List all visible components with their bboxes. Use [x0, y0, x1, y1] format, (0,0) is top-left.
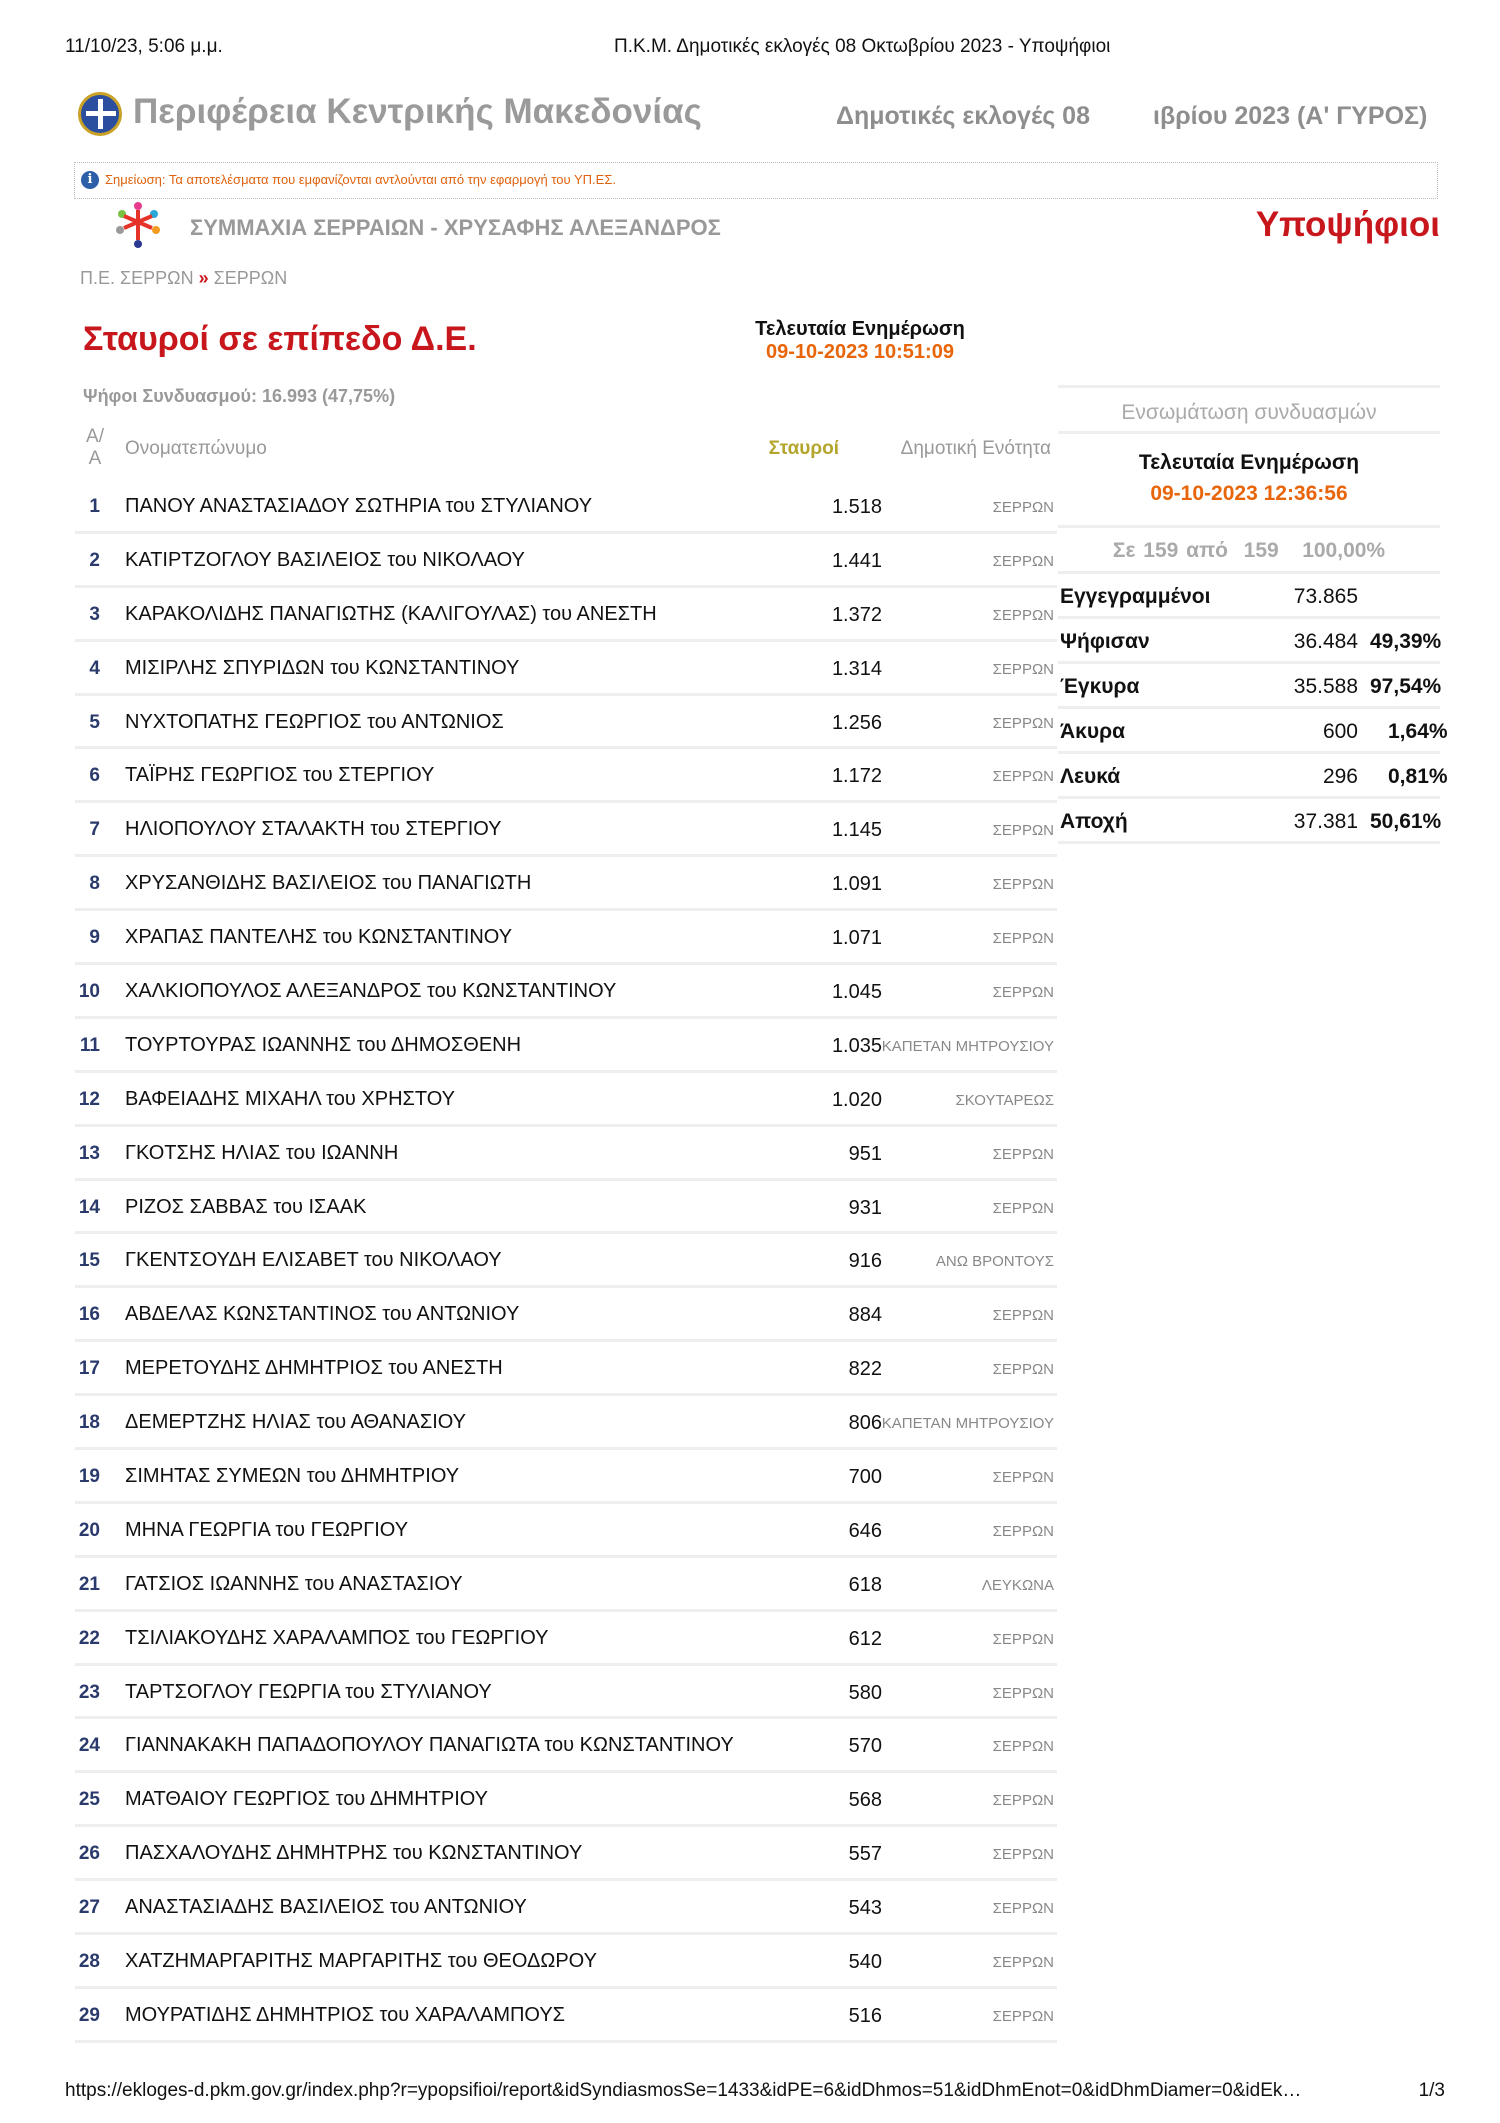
candidate-region: ΣΕΡΡΩΝ	[992, 1361, 1054, 1379]
table-row	[75, 534, 1057, 588]
candidate-region: ΣΕΡΡΩΝ	[992, 1145, 1054, 1163]
table-row	[75, 480, 1057, 534]
stat-percent: 50,61%	[1370, 810, 1442, 833]
table-row	[75, 1719, 1057, 1773]
candidate-votes: 570	[848, 1735, 882, 1758]
table-row	[75, 1019, 1057, 1073]
stat-row	[1058, 574, 1440, 619]
table-row	[75, 1558, 1057, 1612]
header-votes[interactable]: Σταυροί	[768, 438, 839, 459]
candidate-name: ΡΙΖΟΣ ΣΑΒΒΑΣ του ΙΣΑΑΚ	[125, 1195, 367, 1218]
candidate-name: ΜΕΡΕΤΟΥΔΗΣ ΔΗΜΗΤΡΙΟΣ του ΑΝΕΣΤΗ	[125, 1357, 503, 1380]
candidate-region: ΣΕΡΡΩΝ	[992, 1469, 1054, 1487]
table-row	[75, 1881, 1057, 1935]
row-number: 14	[78, 1196, 100, 1218]
stat-percent: 97,54%	[1370, 675, 1442, 698]
row-number: 7	[89, 819, 100, 841]
row-number: 13	[78, 1142, 100, 1164]
stat-label: Εγγεγραμμένοι	[1060, 585, 1211, 608]
table-row	[75, 1773, 1057, 1827]
stat-value: 37.381	[1293, 810, 1358, 833]
row-number: 5	[89, 711, 100, 733]
candidate-name: ΚΑΡΑΚΟΛΙΔΗΣ ΠΑΝΑΓΙΩΤΗΣ (ΚΑΛΙΓΟΥΛΑΣ) του ΑΝΕΣΤΗ	[125, 602, 657, 625]
candidate-name: ΔΕΜΕΡΤΖΗΣ ΗΛΙΑΣ του ΑΘΑΝΑΣΙΟΥ	[125, 1411, 466, 1434]
candidate-region: ΣΕΡΡΩΝ	[992, 768, 1054, 786]
header-name[interactable]: Ονοματεπώνυμο	[125, 438, 267, 459]
candidate-votes: 540	[848, 1951, 882, 1974]
candidate-votes: 1.145	[831, 819, 882, 842]
row-number: 23	[78, 1681, 100, 1703]
candidate-name: ΒΑΦΕΙΑΔΗΣ ΜΙΧΑΗΛ του ΧΡΗΣΤΟΥ	[125, 1087, 455, 1110]
table-row	[75, 857, 1057, 911]
candidate-name: ΜΙΣΙΡΛΗΣ ΣΠΥΡΙΔΩΝ του ΚΩΝΣΤΑΝΤΙΝΟΥ	[125, 656, 520, 679]
row-number: 1	[89, 496, 100, 517]
breadcrumb-separator: »	[198, 268, 209, 288]
print-datetime: 11/10/23, 5:06 μ.μ.	[65, 36, 223, 57]
table-row	[75, 1989, 1057, 2043]
candidate-votes: 1.372	[831, 603, 882, 626]
candidate-region: ΑΝΩ ΒΡΟΝΤΟΥΣ	[935, 1253, 1054, 1271]
candidate-votes: 951	[848, 1142, 882, 1165]
candidate-votes: 916	[848, 1250, 882, 1273]
candidate-region: ΣΕΡΡΩΝ	[992, 1792, 1054, 1810]
row-number: 2	[89, 549, 100, 571]
last-update	[740, 318, 980, 364]
candidate-region: ΣΕΡΡΩΝ	[992, 606, 1054, 624]
table-row	[75, 1935, 1057, 1989]
region-emblem-logo	[78, 92, 122, 136]
row-number: 28	[78, 1951, 100, 1973]
panel-header: Ενσωμάτωση συνδυασμών	[1058, 385, 1440, 434]
candidate-name: ΚΑΤΙΡΤΖΟΓΛΟΥ ΒΑΣΙΛΕΙΟΣ του ΝΙΚΟΛΑΟΥ	[125, 548, 525, 571]
candidate-name: ΣΙΜΗΤΑΣ ΣΥΜΕΩΝ του ΔΗΜΗΤΡΙΟΥ	[125, 1465, 460, 1488]
table-row	[75, 588, 1057, 642]
print-page-title: Π.Κ.Μ. Δημοτικές εκλογές 08 Οκτωβρίου 2023 - Υποψήφιοι	[614, 36, 1111, 57]
candidate-votes: 543	[848, 1897, 882, 1920]
candidate-region: ΣΕΡΡΩΝ	[992, 1307, 1054, 1325]
row-number: 18	[78, 1412, 100, 1434]
table-row	[75, 696, 1057, 750]
candidates-table	[75, 420, 1057, 2043]
candidate-name: ΠΑΣΧΑΛΟΥΔΗΣ ΔΗΜΗΤΡΗΣ του ΚΩΝΣΤΑΝΤΙΝΟΥ	[125, 1842, 583, 1865]
row-number: 16	[78, 1304, 100, 1326]
candidate-name: ΓΚΕΝΤΣΟΥΔΗ ΕΛΙΣΑΒΕΤ του ΝΙΚΟΛΑΟΥ	[125, 1249, 502, 1272]
last-update-label: Τελευταία Ενημέρωση	[755, 318, 965, 340]
candidate-region: ΣΕΡΡΩΝ	[992, 876, 1054, 894]
row-number: 9	[89, 927, 100, 949]
stat-row	[1058, 619, 1440, 664]
candidate-region: ΣΕΡΡΩΝ	[992, 930, 1054, 948]
row-number: 20	[78, 1519, 100, 1541]
stat-percent: 49,39%	[1370, 630, 1442, 653]
candidate-region: ΣΕΡΡΩΝ	[992, 499, 1054, 516]
candidate-name: ΧΑΛΚΙΟΠΟΥΛΟΣ ΑΛΕΞΑΝΔΡΟΣ του ΚΩΝΣΤΑΝΤΙΝΟΥ	[125, 980, 617, 1003]
candidate-region: ΣΕΡΡΩΝ	[992, 1954, 1054, 1972]
candidate-name: ΑΒΔΕΛΑΣ ΚΩΝΣΤΑΝΤΙΝΟΣ του ΑΝΤΩΝΙΟΥ	[125, 1303, 520, 1326]
candidate-region: ΣΚΟΥΤΑΡΕΩΣ	[955, 1091, 1054, 1109]
candidate-name: ΧΡΥΣΑΝΘΙΔΗΣ ΒΑΣΙΛΕΙΟΣ του ΠΑΝΑΓΙΩΤΗ	[125, 872, 532, 895]
candidate-region: ΚΑΠΕΤΑΝ ΜΗΤΡΟΥΣΙΟΥ	[881, 1037, 1054, 1055]
candidate-name: ΧΑΤΖΗΜΑΡΓΑΡΙΤΗΣ ΜΑΡΓΑΡΙΤΗΣ του ΘΕΟΔΩΡΟΥ	[125, 1950, 597, 1973]
table-row	[75, 1827, 1057, 1881]
candidate-name: ΜΟΥΡΑΤΙΔΗΣ ΔΗΜΗΤΡΙΟΣ του ΧΑΡΑΛΑΜΠΟΥΣ	[125, 2003, 566, 2026]
party-name: ΣΥΜΜΑΧΙΑ ΣΕΡΡΑΙΩΝ - ΧΡΥΣΑΦΗΣ ΑΛΕΞΑΝΔΡΟΣ	[190, 215, 721, 240]
table-row	[75, 1666, 1057, 1720]
notice-box	[74, 162, 1438, 199]
candidate-region: ΣΕΡΡΩΝ	[992, 660, 1054, 678]
stat-value: 35.588	[1293, 675, 1358, 698]
stat-label: Άκυρα	[1060, 720, 1125, 743]
notice-text: Σημείωση: Τα αποτελέσματα που εμφανίζονται αντλούνται από την εφαρμογή του ΥΠ.ΕΣ.	[105, 172, 616, 187]
breadcrumb	[80, 268, 287, 289]
candidate-votes: 646	[848, 1519, 882, 1542]
candidate-votes: 1.035	[831, 1034, 882, 1057]
stat-value: 36.484	[1293, 630, 1358, 653]
table-row	[75, 1073, 1057, 1127]
row-number: 11	[79, 1034, 100, 1056]
table-row	[75, 1342, 1057, 1396]
candidate-region: ΣΕΡΡΩΝ	[992, 1738, 1054, 1756]
election-title-part1: Δημοτικές εκλογές 08	[836, 102, 1090, 130]
candidate-region: ΣΕΡΡΩΝ	[992, 1684, 1054, 1702]
candidate-region: ΣΕΡΡΩΝ	[992, 714, 1054, 732]
candidate-votes: 557	[848, 1843, 882, 1866]
footer-url: https://ekloges-d.pkm.gov.gr/index.php?r=ypopsifioi/report&idSyndiasmosSe=1433&idPE=6&idDhmos=51&idDhmEnot=0&idDhmDiamer=0&idEk…	[65, 2080, 1302, 2101]
table-row	[75, 642, 1057, 696]
row-number: 25	[78, 1789, 100, 1811]
table-row	[75, 1504, 1057, 1558]
panel-update-time: 09-10-2023 12:36:56	[1150, 482, 1348, 505]
last-update-time: 09-10-2023 10:51:09	[766, 341, 954, 363]
row-number: 29	[78, 2004, 100, 2026]
table-row	[75, 749, 1057, 803]
candidate-region: ΣΕΡΡΩΝ	[992, 1522, 1054, 1540]
row-number: 10	[78, 981, 100, 1003]
table-row	[75, 803, 1057, 857]
candidate-name: ΝΥΧΤΟΠΑΤΗΣ ΓΕΩΡΓΙΟΣ του ΑΝΤΩΝΙΟΣ	[125, 710, 504, 733]
candidate-region: ΣΕΡΡΩΝ	[992, 984, 1054, 1002]
row-number: 26	[78, 1843, 100, 1865]
candidate-votes: 884	[848, 1304, 882, 1327]
stat-label: Λευκά	[1060, 765, 1121, 788]
header-region[interactable]: Δημοτική Ενότητα	[900, 438, 1051, 459]
row-number: 22	[78, 1627, 100, 1649]
header-aa: Α/ Α	[86, 426, 104, 469]
candidate-votes: 1.518	[831, 496, 882, 518]
stat-value: 296	[1322, 765, 1358, 788]
candidate-name: ΜΗΝΑ ΓΕΩΡΓΙΑ του ΓΕΩΡΓΙΟΥ	[125, 1518, 409, 1541]
candidate-votes: 931	[848, 1196, 882, 1219]
table-row	[75, 1612, 1057, 1666]
stat-percent: 0,81%	[1388, 765, 1448, 788]
section-heading: Υποψήφιοι	[1255, 205, 1440, 244]
candidate-name: ΓΑΤΣΙΟΣ ΙΩΑΝΝΗΣ του ΑΝΑΣΤΑΣΙΟΥ	[125, 1572, 463, 1595]
party-logo	[110, 200, 166, 248]
candidate-name: ΤΟΥΡΤΟΥΡΑΣ ΙΩΑΝΝΗΣ του ΔΗΜΟΣΘΕΝΗ	[125, 1033, 522, 1056]
candidate-votes: 1.314	[831, 657, 882, 680]
candidate-votes: 618	[848, 1573, 882, 1596]
candidate-votes: 1.091	[831, 873, 882, 896]
candidate-name: ΤΑΪΡΗΣ ΓΕΩΡΓΙΟΣ του ΣΤΕΡΓΙΟΥ	[125, 764, 435, 787]
candidate-region: ΣΕΡΡΩΝ	[992, 822, 1054, 840]
info-icon: i	[81, 171, 99, 189]
panel-update-label: Τελευταία Ενημέρωση	[1138, 451, 1360, 474]
stat-value: 600	[1322, 720, 1358, 743]
candidate-votes: 700	[848, 1466, 882, 1489]
candidate-votes: 1.441	[831, 549, 882, 572]
candidate-region: ΣΕΡΡΩΝ	[992, 2007, 1054, 2025]
candidate-votes: 1.045	[831, 981, 882, 1004]
candidate-name: ΤΑΡΤΣΟΓΛΟΥ ΓΕΩΡΓΙΑ του ΣΤΥΛΙΑΝΟΥ	[125, 1680, 492, 1703]
candidate-votes: 1.172	[831, 765, 882, 788]
row-number: 19	[78, 1466, 100, 1488]
candidate-votes: 580	[848, 1681, 882, 1704]
candidate-region: ΣΕΡΡΩΝ	[992, 552, 1054, 570]
table-row	[75, 1396, 1057, 1450]
row-number: 24	[78, 1735, 100, 1757]
region-title-link[interactable]: Περιφέρεια Κεντρικής Μακεδονίας	[133, 92, 702, 131]
candidate-votes: 1.071	[831, 927, 882, 950]
row-number: 27	[78, 1897, 100, 1919]
candidate-name: ΓΙΑΝΝΑΚΑΚΗ ΠΑΠΑΔΟΠΟΥΛΟΥ ΠΑΝΑΓΙΩΤΑ του ΚΩΝΣΤΑΝΤΙΝΟΥ	[125, 1734, 734, 1757]
row-number: 15	[78, 1250, 100, 1272]
table-row	[75, 1127, 1057, 1181]
stat-value: 73.865	[1293, 585, 1358, 608]
table-row	[75, 1181, 1057, 1235]
row-number: 3	[89, 603, 100, 625]
row-number: 21	[78, 1573, 100, 1595]
breadcrumb-prefecture[interactable]: Π.Ε. ΣΕΡΡΩΝ	[80, 268, 194, 288]
breadcrumb-municipality[interactable]: ΣΕΡΡΩΝ	[213, 268, 288, 288]
candidate-votes: 1.020	[831, 1088, 882, 1111]
candidate-name: ΤΣΙΛΙΑΚΟΥΔΗΣ ΧΑΡΑΛΑΜΠΟΣ του ΓΕΩΡΓΙΟΥ	[125, 1626, 549, 1649]
candidate-name: ΧΡΑΠΑΣ ΠΑΝΤΕΛΗΣ του ΚΩΝΣΤΑΝΤΙΝΟΥ	[125, 926, 513, 949]
candidate-region: ΚΑΠΕΤΑΝ ΜΗΤΡΟΥΣΙΟΥ	[881, 1415, 1054, 1433]
stat-row	[1058, 754, 1448, 799]
candidate-region: ΣΕΡΡΩΝ	[992, 1199, 1054, 1217]
stat-label: Ψήφισαν	[1060, 630, 1150, 653]
page-number: 1/3	[1418, 2080, 1445, 2101]
candidate-name: ΠΑΝΟΥ ΑΝΑΣΤΑΣΙΑΔΟΥ ΣΩΤΗΡΙΑ του ΣΤΥΛΙΑΝΟΥ	[125, 495, 593, 517]
table-row	[75, 1288, 1057, 1342]
party-votes: Ψήφοι Συνδυασμού: 16.993 (47,75%)	[83, 386, 396, 406]
candidate-name: ΓΚΟΤΣΗΣ ΗΛΙΑΣ του ΙΩΑΝΝΗ	[125, 1141, 399, 1164]
candidate-votes: 612	[848, 1627, 882, 1650]
stat-row	[1058, 709, 1448, 754]
candidate-region: ΣΕΡΡΩΝ	[992, 1900, 1054, 1918]
candidate-votes: 806	[848, 1412, 882, 1435]
stat-percent: 1,64%	[1388, 720, 1448, 743]
candidate-region: ΛΕΥΚΩΝΑ	[981, 1576, 1054, 1594]
table-row	[75, 911, 1057, 965]
stat-row	[1058, 799, 1440, 844]
candidate-name: ΜΑΤΘΑΙΟΥ ΓΕΩΡΓΙΟΣ του ΔΗΜΗΤΡΙΟΥ	[125, 1788, 489, 1811]
candidate-name: ΗΛΙΟΠΟΥΛΟΥ ΣΤΑΛΑΚΤΗ του ΣΤΕΡΓΙΟΥ	[125, 818, 502, 841]
stat-label: Αποχή	[1060, 810, 1128, 833]
table-row	[75, 965, 1057, 1019]
row-number: 4	[89, 657, 100, 679]
candidate-region: ΣΕΡΡΩΝ	[992, 1630, 1054, 1648]
page-title: Σταυροί σε επίπεδο Δ.Ε.	[83, 320, 477, 358]
candidate-votes: 822	[848, 1358, 882, 1381]
panel-count: Σε 159 από 159 100,00%	[1058, 528, 1440, 574]
table-header	[75, 420, 1057, 480]
table-row	[75, 1234, 1057, 1288]
candidate-region: ΣΕΡΡΩΝ	[992, 1846, 1054, 1864]
candidate-votes: 516	[848, 2004, 882, 2027]
candidate-name: ΑΝΑΣΤΑΣΙΑΔΗΣ ΒΑΣΙΛΕΙΟΣ του ΑΝΤΩΝΙΟΥ	[125, 1896, 527, 1919]
stat-label: Έγκυρα	[1060, 675, 1140, 698]
row-number: 6	[89, 765, 100, 787]
row-number: 12	[78, 1088, 100, 1110]
row-number: 8	[89, 873, 100, 895]
row-number: 17	[78, 1358, 100, 1380]
candidate-votes: 568	[848, 1789, 882, 1812]
candidate-votes: 1.256	[831, 711, 882, 734]
stat-row	[1058, 664, 1440, 709]
summary-panel	[1058, 385, 1448, 844]
election-title-part2: ιβρίου 2023 (Α' ΓΥΡΟΣ)	[1153, 102, 1428, 130]
panel-last-update	[1058, 434, 1440, 528]
table-row	[75, 1450, 1057, 1504]
